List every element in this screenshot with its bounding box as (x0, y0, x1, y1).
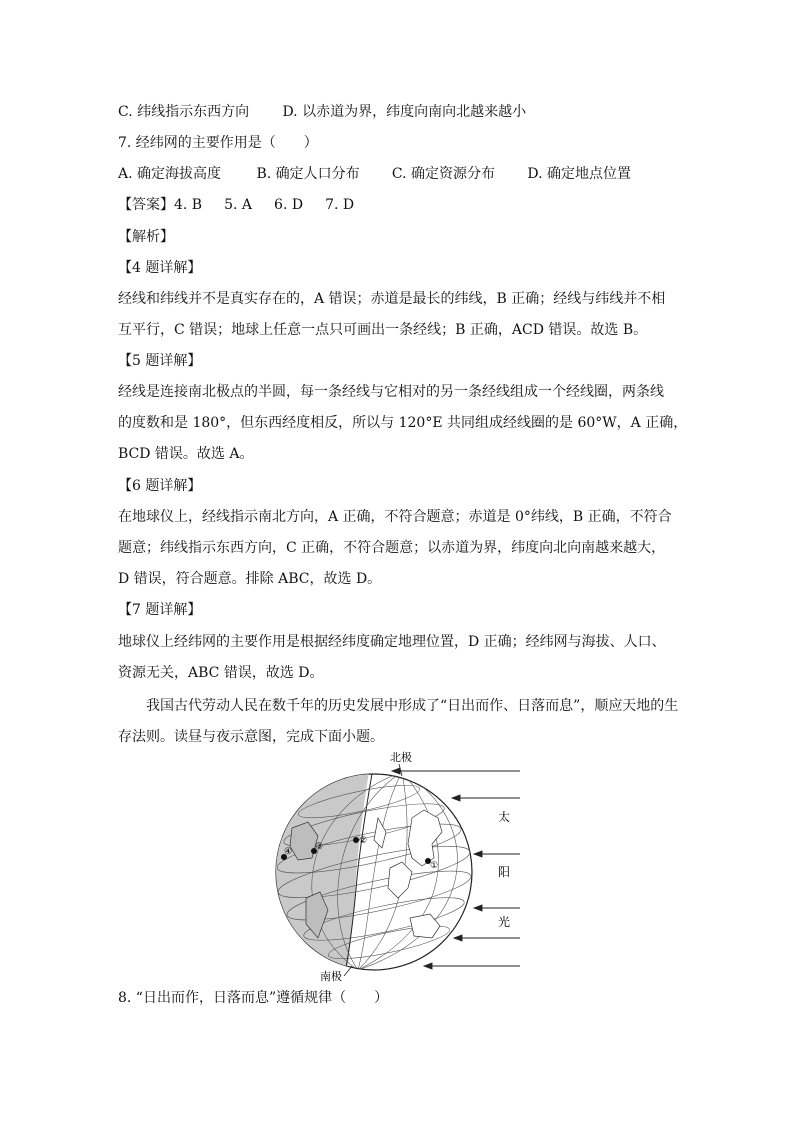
q7-detail-line: 地球仪上经纬网的主要作用是根据经纬度确定地理位置，D 正确；经纬网与海拔、人口、 (118, 634, 666, 650)
q7-option-b: B. 确定人口分布 (256, 166, 360, 182)
sunlight-label-char: 太 (498, 810, 511, 824)
q6-detail-line: 题意；纬线指示东西方向，C 正确，不符合题意；以赤道为界，纬度向北向南越来越大， (118, 540, 666, 556)
q4-detail-heading: 【4 题详解】 (118, 260, 202, 276)
q7-option-c: C. 确定资源分布 (391, 166, 496, 182)
answer-label: 【答案】 (118, 197, 174, 213)
q7-option-d: D. 确定地点位置 (527, 166, 631, 182)
analysis-label: 【解析】 (118, 229, 174, 245)
point-3-label: ③ (315, 842, 324, 852)
q4-detail-line: 互平行，C 错误；地球上任意一点只可画出一条经线；B 正确，ACD 错误。故选 B。 (118, 322, 648, 338)
q6-options-cd (118, 102, 678, 122)
answer-item: 4. B (174, 197, 203, 213)
q5-detail-line: BCD 错误。故选 A。 (118, 446, 254, 462)
globe-diagram (262, 748, 532, 984)
answer-item: 6. D (274, 197, 304, 213)
south-pole-pointer (344, 966, 352, 976)
answer-line (118, 195, 678, 215)
q7-detail-line: 资源无关，ABC 错误，故选 D。 (118, 665, 324, 681)
q7-stem: 7. 经纬网的主要作用是（ ） (118, 135, 318, 151)
point-2-label: ② (359, 836, 368, 846)
q7-option-a: A. 确定海拔高度 (118, 166, 222, 182)
q7-options (118, 164, 678, 184)
q8-stem: 8. “日出而作，日落而息”遵循规律（ ） (118, 990, 389, 1006)
sunlight-label-char: 光 (498, 915, 511, 929)
q5-detail-line: 的度数和是 180°，但东西经度相反，所以与 120°E 共同组成经线圈的是 60°W，A 正确， (118, 415, 688, 431)
q6-option-d: D. 以赤道为界，纬度向南向北越来越小 (282, 104, 527, 120)
q7-detail-heading: 【7 题详解】 (118, 602, 202, 618)
intro-line: 存法则。读昼与夜示意图，完成下面小题。 (118, 729, 384, 745)
answer-item: 7. D (325, 197, 355, 213)
point-1-label: ① (430, 861, 439, 871)
intro-line: 我国古代劳动人民在数千年的历史发展中形成了“日出而作、日落而息”，顺应天地的生 (146, 698, 679, 714)
answer-item: 5. A (224, 197, 253, 213)
q6-detail-heading: 【6 题详解】 (118, 478, 202, 494)
day-night-globe-figure (262, 748, 532, 984)
q5-detail-line: 经线是连接南北极点的半圆，每一条经线与它相对的另一条经线组成一个经线圈，两条线 (118, 384, 664, 400)
q6-option-c: C. 纬线指示东西方向 (118, 104, 250, 120)
q4-detail-line: 经线和纬线并不是真实存在的，A 错误；赤道是最长的纬线，B 正确；经线与纬线并不相 (118, 291, 666, 307)
sunlight-label-char: 阳 (498, 865, 511, 879)
q6-detail-line: D 错误，符合题意。排除 ABC，故选 D。 (118, 571, 382, 587)
point-4-label: ④ (284, 847, 293, 857)
q6-detail-line: 在地球仪上，经线指示南北方向，A 正确，不符合题意；赤道是 0°纬线，B 正确，不符合 (118, 509, 672, 525)
north-pole-label: 北极 (390, 751, 412, 764)
q5-detail-heading: 【5 题详解】 (118, 353, 202, 369)
south-pole-label: 南极 (320, 970, 342, 983)
